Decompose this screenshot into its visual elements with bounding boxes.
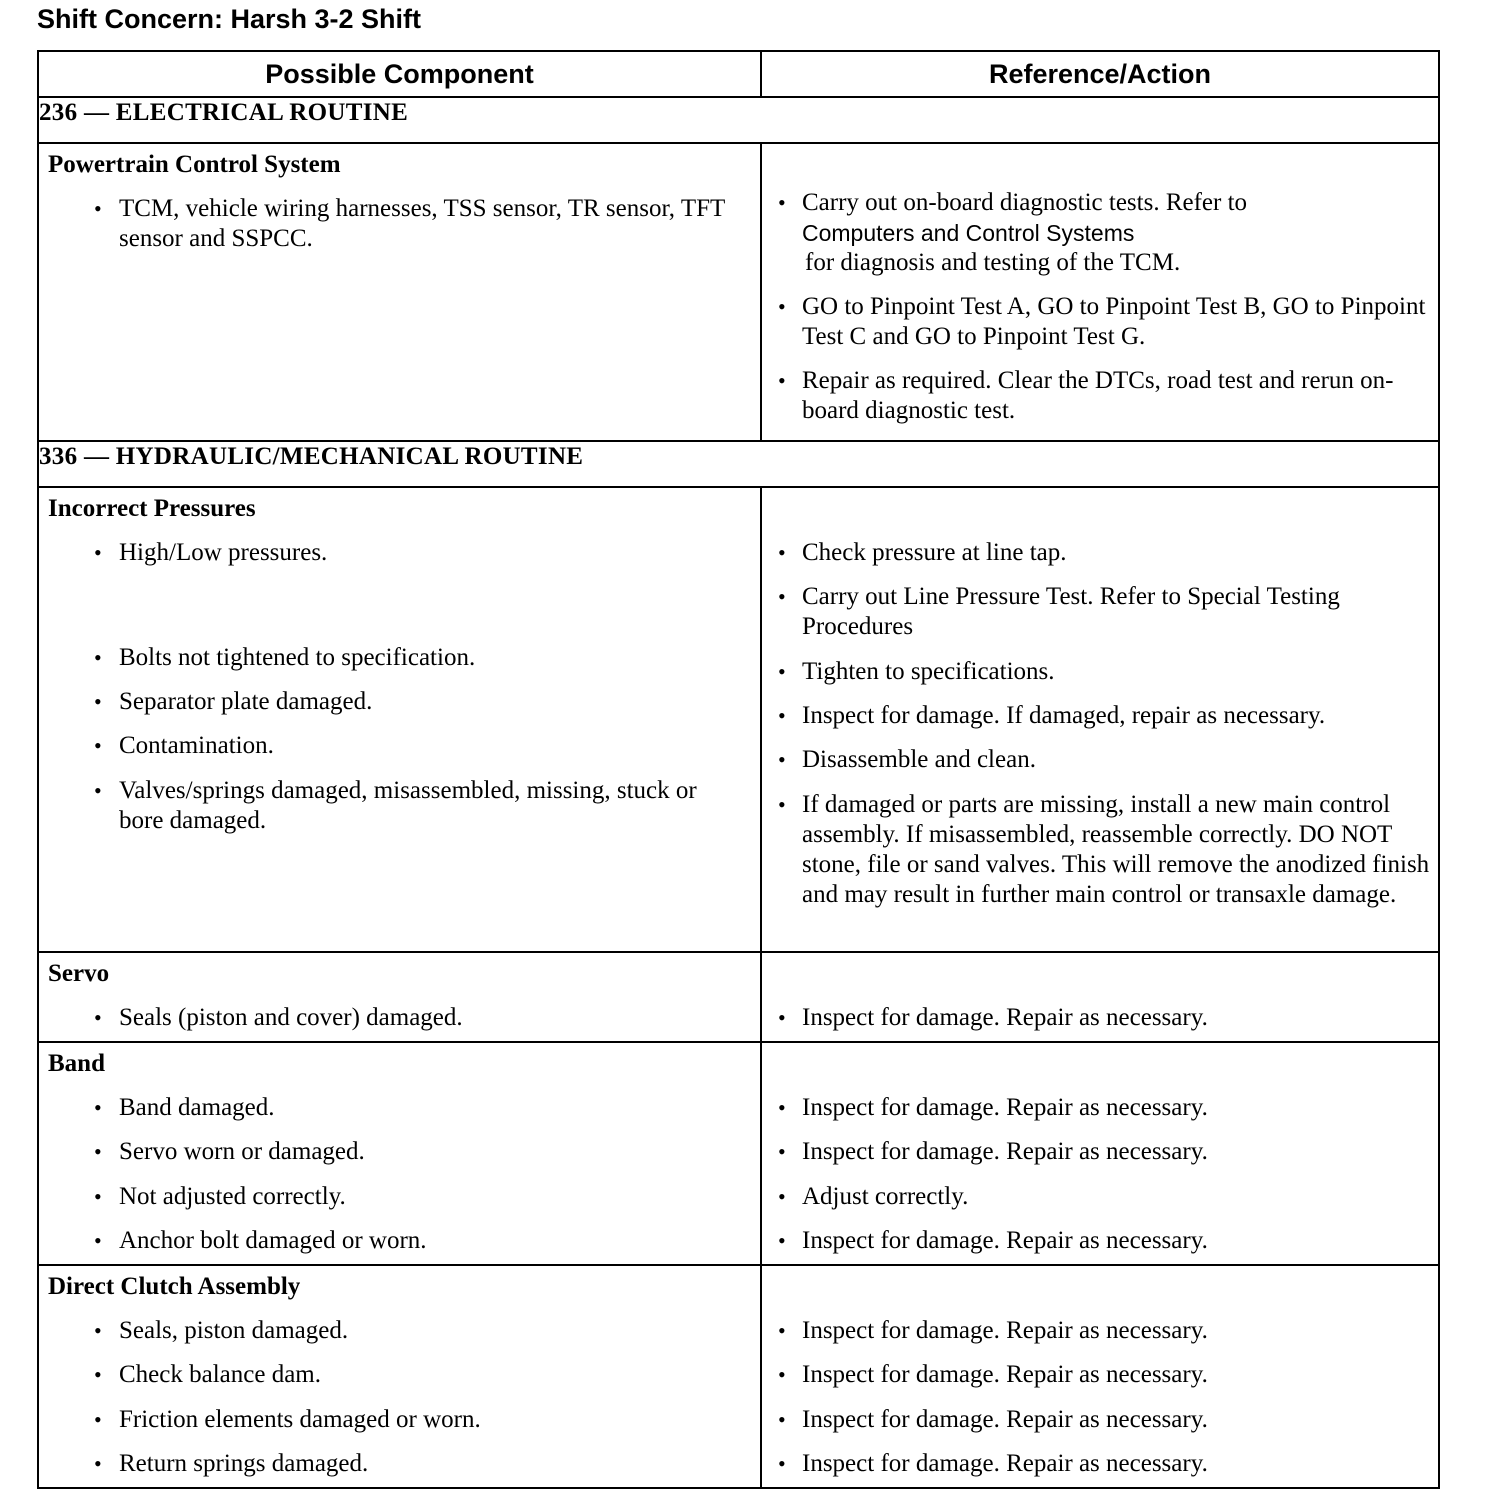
component-cell [38, 952, 761, 1042]
component-item: • High/Low pressures. [39, 538, 760, 643]
group-row-powertrain [38, 143, 1439, 441]
action-item: • If damaged or parts are missing, install a new main control assembly. If misassembled, reassemble correctly. DO NOT stone, file or sand valves. This will remove the anodized finish and may result in further main control or transaxle damage. [762, 790, 1438, 910]
component-cell [38, 1042, 761, 1265]
header-possible-component: Possible Component [38, 51, 761, 97]
component-item: • Band damaged. [39, 1093, 760, 1137]
group-title-band: Band [48, 1050, 105, 1077]
action-item: • Inspect for damage. Repair as necessary. [762, 1360, 1438, 1405]
action-item: • Inspect for damage. Repair as necessary. [762, 1316, 1438, 1360]
action-text: for diagnosis and testing of the TCM. [805, 249, 1181, 276]
routine-row-electrical [38, 97, 1439, 143]
group-title-clutch: Direct Clutch Assembly [48, 1273, 301, 1300]
action-item: • Inspect for damage. Repair as necessary. [762, 1093, 1438, 1137]
action-text: Carry out on-board diagnostic tests. Refer to [802, 189, 1248, 216]
action-item: • Inspect for damage. Repair as necessary. [762, 1226, 1438, 1256]
group-row-band [38, 1042, 1439, 1265]
reference-link-computers[interactable]: Computers and Control Systems [802, 220, 1135, 246]
component-item: • Valves/springs damaged, misassembled, missing, stuck or bore damaged. [39, 776, 760, 836]
component-item: • Seals (piston and cover) damaged. [39, 1003, 760, 1033]
routine-row-hydraulic [38, 441, 1439, 487]
action-cell [761, 1042, 1439, 1265]
action-cell [761, 952, 1439, 1042]
action-item: • Inspect for damage. Repair as necessary. [762, 1137, 1438, 1182]
component-item: • Check balance dam. [39, 1360, 760, 1405]
action-cell [761, 487, 1439, 952]
component-item: • Servo worn or damaged. [39, 1137, 760, 1182]
component-item: • Seals, piston damaged. [39, 1316, 760, 1360]
group-title-servo: Servo [48, 960, 110, 987]
action-item: • GO to Pinpoint Test A, GO to Pinpoint Test B, GO to Pinpoint Test C and GO to Pinpoint Test G. [762, 292, 1438, 352]
group-row-servo [38, 952, 1439, 1042]
component-item: • Separator plate damaged. [39, 687, 760, 731]
header-reference-action: Reference/Action [761, 51, 1439, 97]
component-cell [38, 1265, 761, 1488]
action-item: • Inspect for damage. Repair as necessary. [762, 1003, 1438, 1033]
page-title: Shift Concern: Harsh 3-2 Shift [37, 4, 422, 34]
action-item: • Adjust correctly. [762, 1182, 1438, 1226]
routine-heading-hydraulic: 336 — HYDRAULIC/MECHANICAL ROUTINE [38, 441, 1439, 487]
action-item: • Carry out Line Pressure Test. Refer to Special Testing Procedures [762, 582, 1438, 657]
action-item: • Inspect for damage. Repair as necessary. [762, 1405, 1438, 1449]
routine-heading-electrical: 236 — ELECTRICAL ROUTINE [38, 97, 1439, 143]
component-item: • Bolts not tightened to specification. [39, 643, 760, 687]
diagnosis-table [37, 50, 1440, 1489]
group-title-pressures: Incorrect Pressures [48, 495, 256, 522]
component-item: • Contamination. [39, 731, 760, 776]
component-item: • Return springs damaged. [39, 1449, 760, 1479]
group-row-clutch [38, 1265, 1439, 1488]
component-cell [38, 487, 761, 952]
action-cell [761, 143, 1439, 441]
action-item: • Disassemble and clean. [762, 745, 1438, 790]
action-item: • Inspect for damage. Repair as necessary. [762, 1449, 1438, 1479]
action-cell [761, 1265, 1439, 1488]
group-title-powertrain: Powertrain Control System [48, 151, 341, 178]
component-cell [38, 143, 761, 441]
component-item: • Friction elements damaged or worn. [39, 1405, 760, 1449]
action-item [762, 188, 1438, 278]
header-row [38, 51, 1439, 97]
component-item: • TCM, vehicle wiring harnesses, TSS sensor, TR sensor, TFT sensor and SSPCC. [39, 194, 760, 254]
action-item: • Inspect for damage. If damaged, repair as necessary. [762, 701, 1438, 745]
group-row-pressures [38, 487, 1439, 952]
action-item: • Repair as required. Clear the DTCs, road test and rerun on-board diagnostic test. [762, 366, 1438, 426]
component-item: • Anchor bolt damaged or worn. [39, 1226, 760, 1256]
component-item: • Not adjusted correctly. [39, 1182, 760, 1226]
action-item: • Tighten to specifications. [762, 657, 1438, 701]
action-item: • Check pressure at line tap. [762, 538, 1438, 582]
